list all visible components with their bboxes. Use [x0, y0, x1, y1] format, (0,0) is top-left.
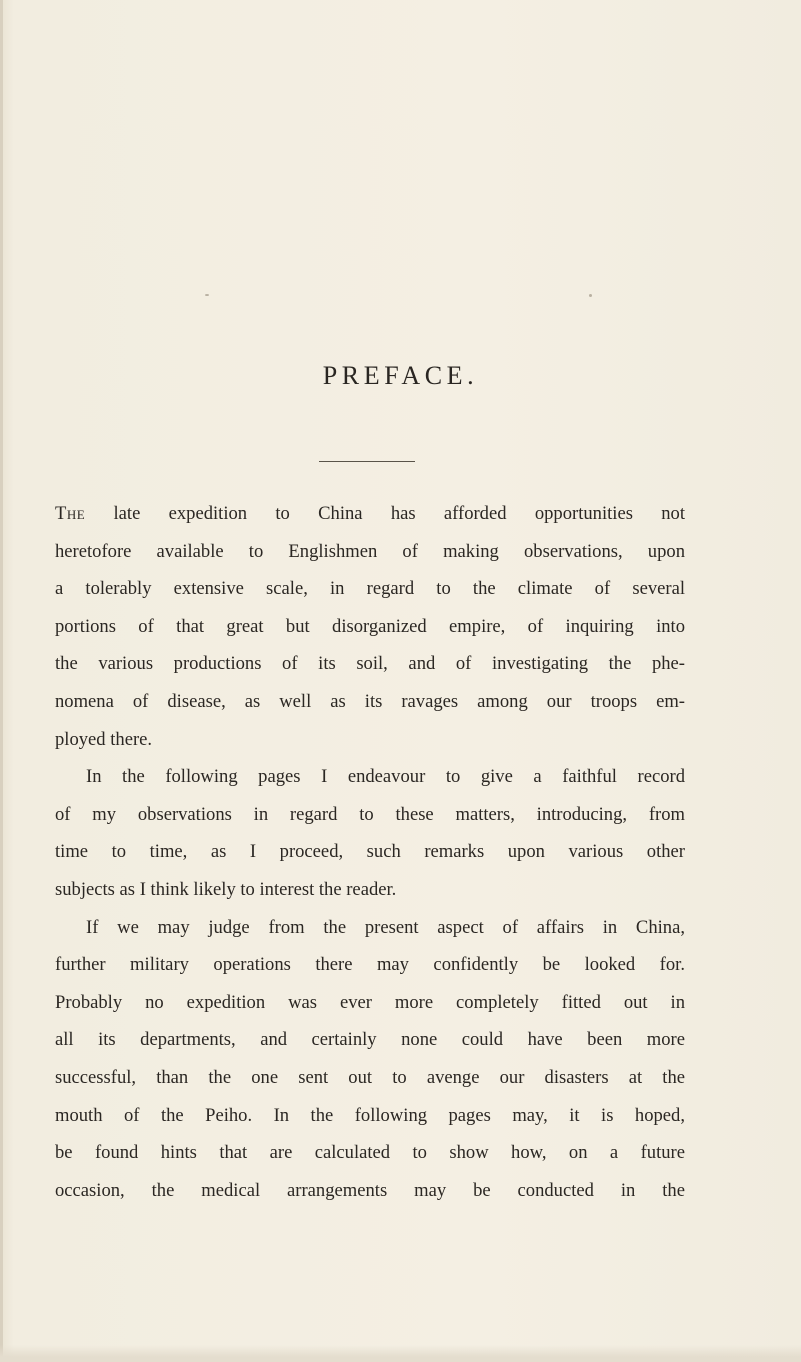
text-line: further military operations there may confidently be looked for.: [55, 954, 685, 976]
text-line: subjects as I think likely to interest the reader.: [55, 878, 397, 900]
text-line: If we may judge from the present aspect of affairs in China,: [86, 916, 685, 938]
text-line: In the following pages I endeavour to give a faithful record: [86, 766, 685, 788]
paper-speck: [205, 294, 209, 296]
lead-word: The: [55, 503, 86, 524]
page-title: PREFACE.: [322, 361, 479, 390]
text-line: the various productions of its soil, and of investigating the phe-: [55, 653, 685, 675]
page-binding-edge: [0, 0, 3, 1362]
text-line: nomena of disease, as well as its ravages among our troops em-: [55, 690, 685, 712]
text-line: time to time, as I proceed, such remarks upon various other: [55, 841, 685, 863]
text-line: a tolerably extensive scale, in regard to the climate of several: [55, 578, 685, 600]
text-line: portions of that great but disorganized empire, of inquiring into: [55, 615, 685, 637]
paper-speck: [589, 294, 592, 297]
text-line: all its departments, and certainly none could have been more: [55, 1029, 685, 1051]
text-line: mouth of the Peiho. In the following pages may, it is hoped,: [55, 1104, 685, 1126]
text-line: The late expedition to China has afforded opportunities not: [55, 503, 685, 524]
text-line: be found hints that are calculated to show how, on a future: [55, 1142, 685, 1164]
page-bottom-shadow: [0, 1345, 801, 1362]
text-line: occasion, the medical arrangements may be conducted in the: [55, 1179, 685, 1201]
text-line: ployed there.: [55, 728, 153, 750]
text-line: successful, than the one sent out to avenge our disasters at the: [55, 1066, 685, 1088]
text-line: Probably no expedition was ever more completely fitted out in: [55, 991, 685, 1013]
text-line: of my observations in regard to these matters, introducing, from: [55, 803, 685, 825]
text-line: heretofore available to Englishmen of making observations, upon: [55, 540, 685, 562]
title-rule: [319, 461, 415, 462]
preface-body: [55, 495, 685, 1209]
